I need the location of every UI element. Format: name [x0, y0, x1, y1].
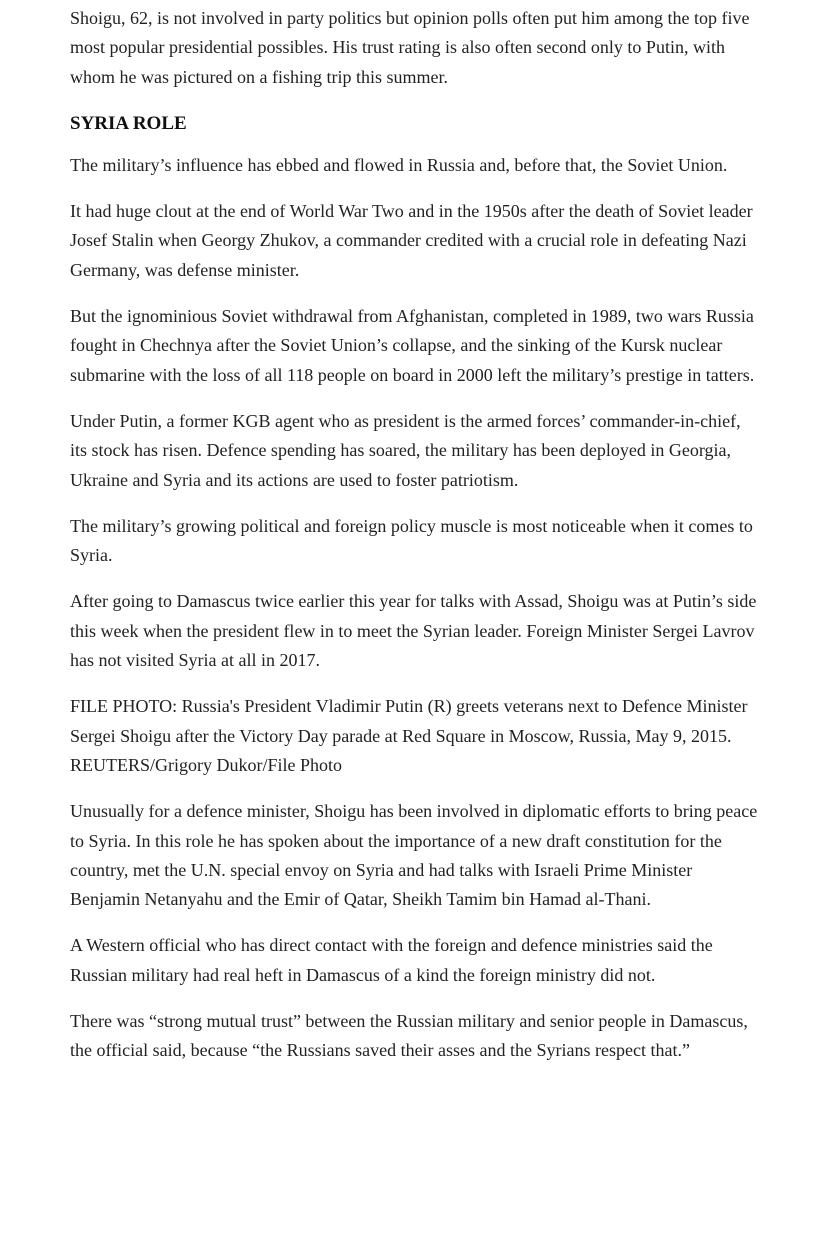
paragraph-huge-clout: It had huge clout at the end of World War Two and in the 1950s after the death of Soviet leader Josef Stalin when Georgy Zhukov, a commander credited with a crucial role in defeating Nazi Germany, was defense minister.	[70, 201, 753, 280]
paragraph-under-putin: Under Putin, a former KGB agent who as president is the armed forces’ commander-in-chief, its stock has risen. Defence spending has soared, the military has been deployed in Georgia, Ukraine and Syria and its actions are used to foster patriotism.	[70, 410, 741, 490]
section-heading-syria-role: SYRIA ROLE	[70, 112, 187, 134]
paragraph-policy-muscle: The military’s growing political and foreign policy muscle is most noticeable when it comes to Syria.	[70, 515, 753, 566]
paragraph-ignominious-withdrawal: But the ignominious Soviet withdrawal from Afghanistan, completed in 1989, two wars Russia fought in Chechnya after the Soviet Union’s collapse, and the sinking of the Kursk nuclear submarine with the loss of all 118 people on board in 2000 left the military’s prestige in tatters.	[70, 306, 755, 385]
photo-caption: FILE PHOTO: Russia's President Vladimir Putin (R) greets veterans next to Defence Minister Sergei Shoigu after the Victory Day parade at Red Square in Moscow, Russia, May 9, 2015. REUTERS/Grigory Dukor/File Photo	[70, 696, 748, 775]
paragraph-mutual-trust: There was “strong mutual trust” between the Russian military and senior people in Damascus, the official said, because “the Russians saved their asses and the Syrians respect that.”	[70, 1011, 748, 1061]
paragraph-damascus-visits: After going to Damascus twice earlier this year for talks with Assad, Shoigu was at Putin’s side this week when the president flew in to meet the Syrian leader. Foreign Minister Sergei Lavrov has not visited Syria at all in 2017.	[70, 591, 757, 671]
paragraph-western-official: A Western official who has direct contact with the foreign and defence ministries said the Russian military had real heft in Damascus of a kind the foreign ministry did not.	[70, 935, 713, 985]
article-body	[70, 4, 760, 1083]
paragraph-shoigu-popularity: Shoigu, 62, is not involved in party politics but opinion polls often put him among the top five most popular presidential possibles. His trust rating is also often second only to Putin, with whom he was pictured on a fishing trip this summer.	[70, 8, 750, 87]
paragraph-military-influence: The military’s influence has ebbed and flowed in Russia and, before that, the Soviet Union.	[70, 154, 728, 175]
paragraph-diplomatic-efforts: Unusually for a defence minister, Shoigu has been involved in diplomatic efforts to bring peace to Syria. In this role he has spoken about the importance of a new draft constitution for the country, met the U.N. special envoy on Syria and had talks with Israeli Prime Minister Benjamin Netanyahu and the Emir of Qatar, Sheikh Tamim bin Hamad al-Thani.	[70, 801, 758, 910]
